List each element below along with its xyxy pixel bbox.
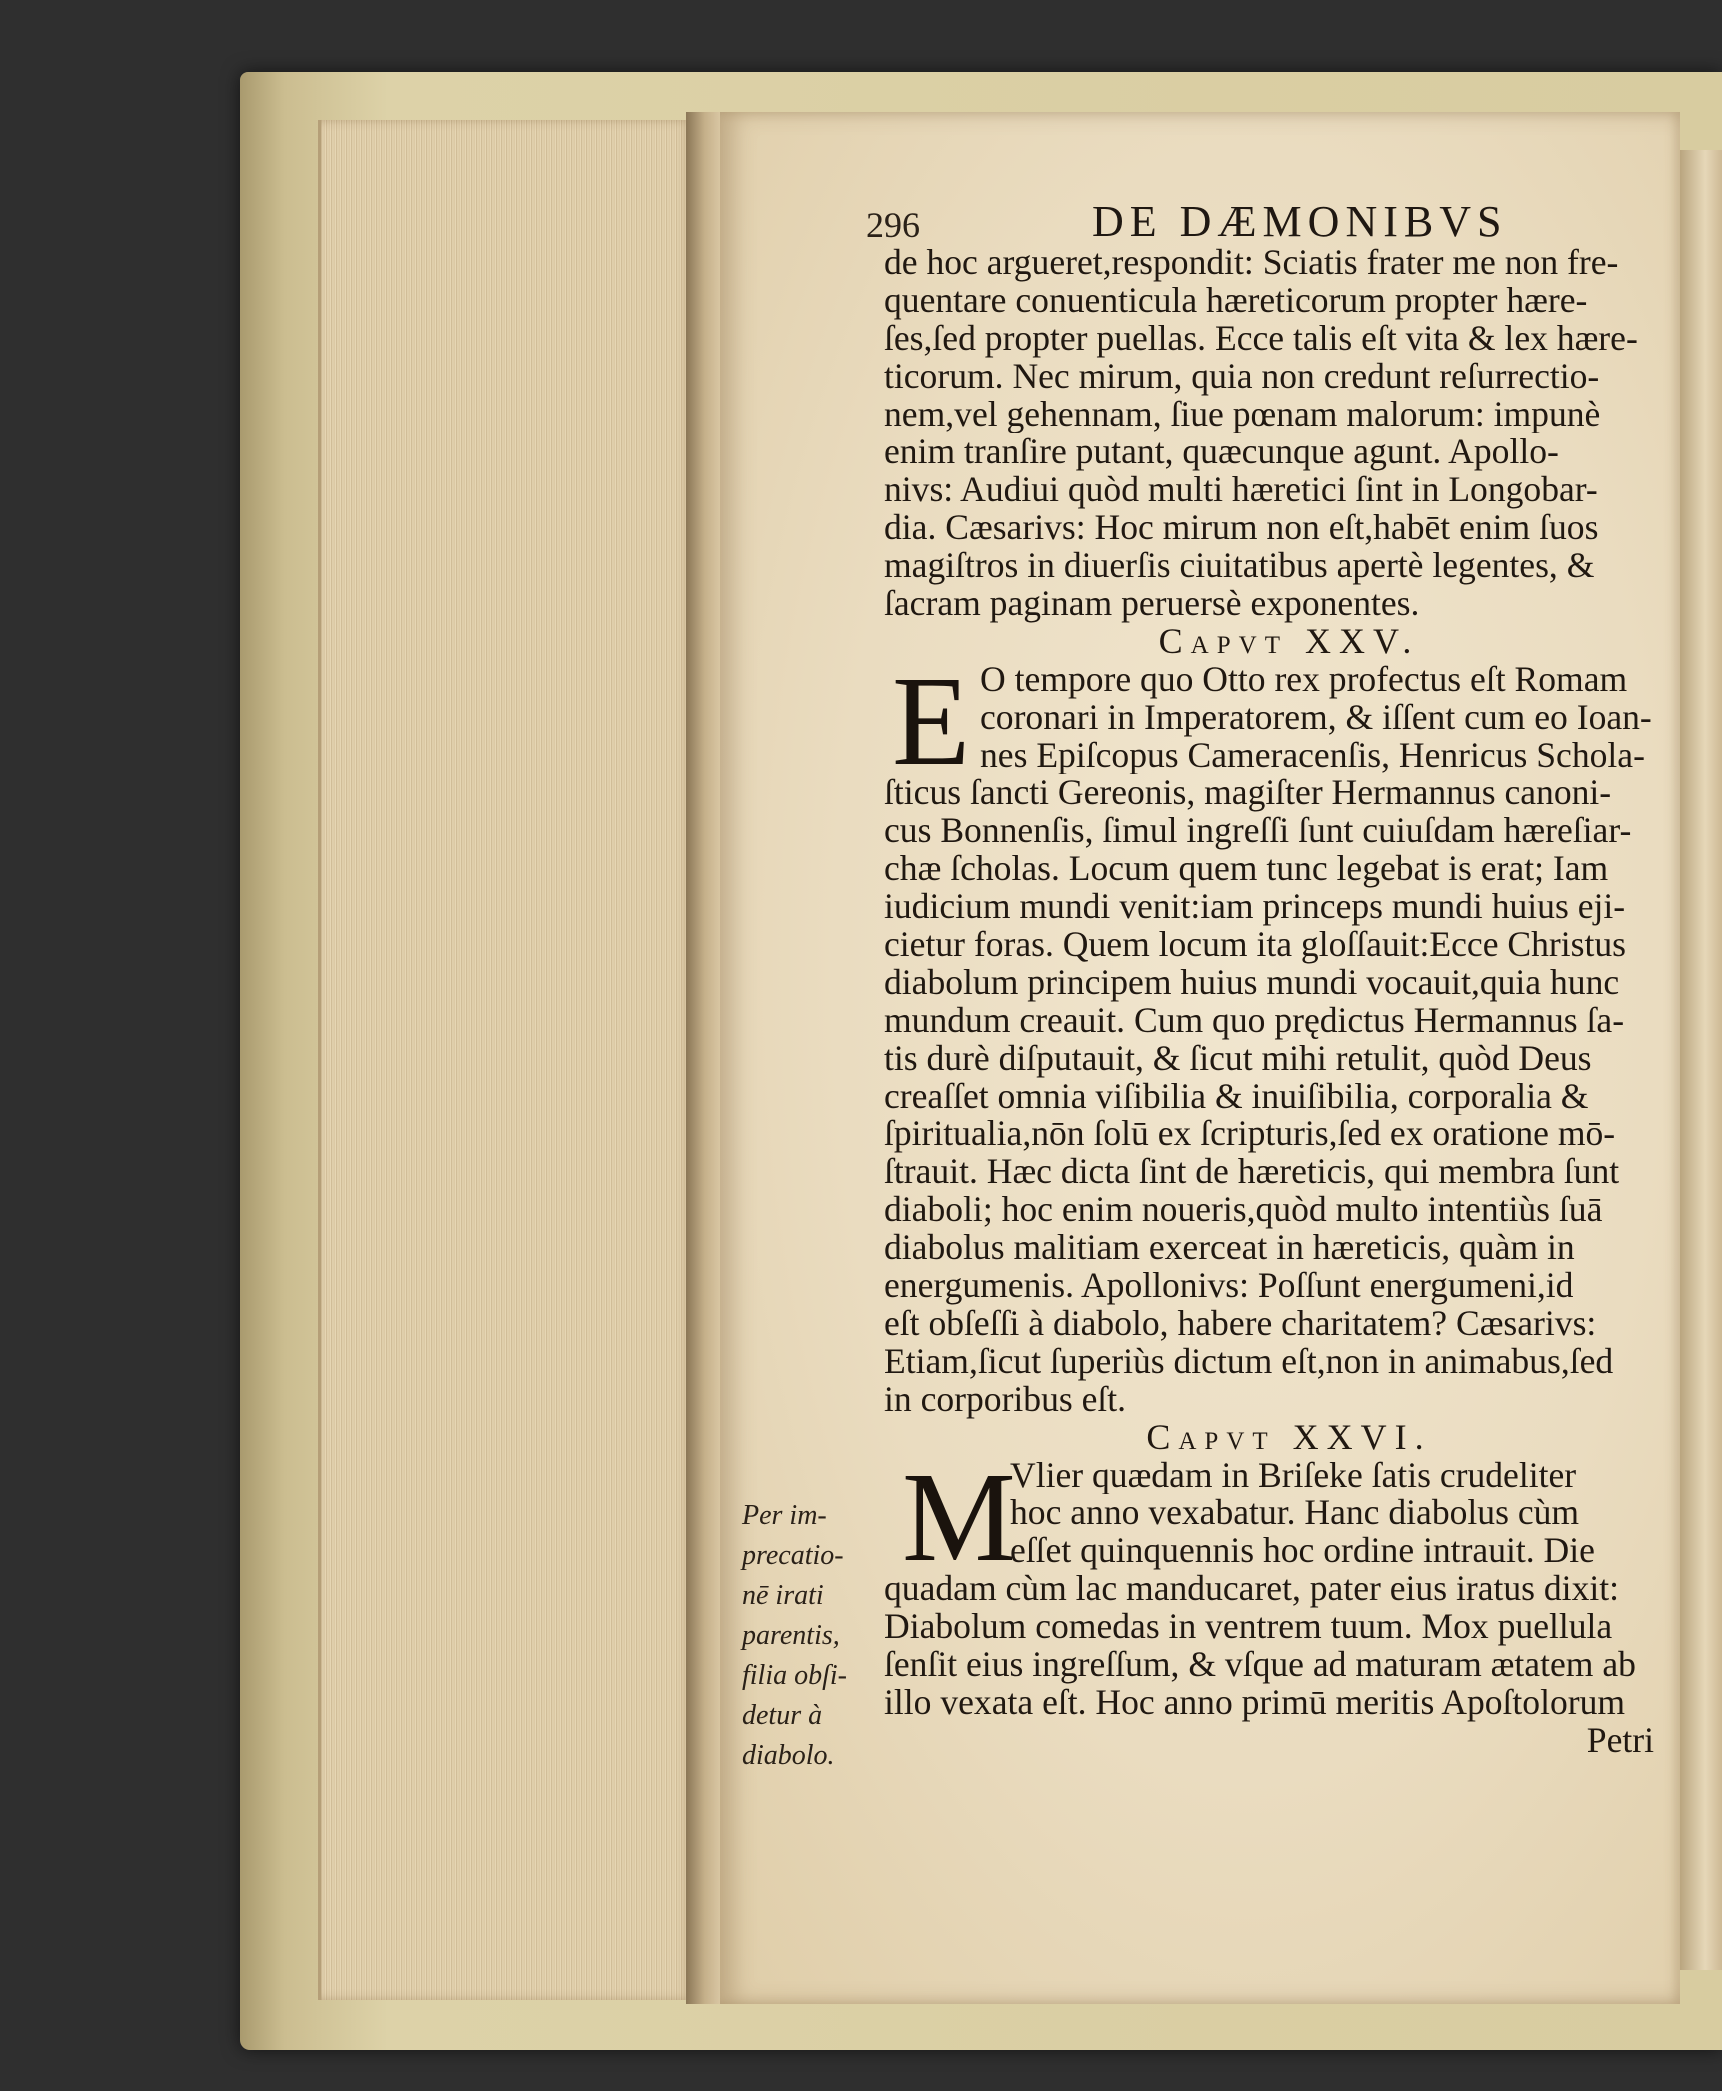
margin-note-line: parentis, [742, 1620, 840, 1651]
text-line: magiſtros in diuerſis ciuitatibus apertè legentes, & [884, 547, 1595, 586]
running-head [866, 196, 1686, 248]
text-line: ſenſit eius ingreſſum, & vſque ad maturam ætatem ab [884, 1645, 1636, 1684]
chapter-26-paragraph [884, 1445, 1654, 1760]
chapter-heading-25: Capvt XXV. [1158, 622, 1420, 661]
page-edges [318, 120, 693, 2000]
text-line: diabolus malitiam exerceat in hæreticis, quàm in [884, 1229, 1575, 1268]
chapter-25-paragraph [884, 649, 1654, 1419]
margin-note-line: detur à [742, 1700, 823, 1731]
margin-note-line: diabolo. [742, 1740, 835, 1771]
text-line: ſes,ſed propter puellas. Ecce talis eſt vita & lex hære- [884, 319, 1638, 358]
facing-page-edge [1680, 150, 1722, 1970]
drop-cap: E [892, 649, 971, 792]
text-line: ſacram paginam peruersè exponentes. [884, 585, 1420, 623]
text-line: coronari in Imperatorem, & iſſent cum eo Ioan- [980, 698, 1652, 737]
text-line: energumenis. Apollonivs: Poſſunt energumeni,id [884, 1267, 1574, 1305]
margin-note-line: nē irati [742, 1580, 824, 1611]
text-line: ſticus ſancti Gereonis, magiſter Hermannus canoni- [884, 774, 1612, 813]
text-line: ſtrauit. Hæc dicta ſint de hæreticis, qui membra ſunt [884, 1153, 1620, 1192]
text-line: eſſet quinquennis hoc ordine intrauit. Die [1010, 1532, 1595, 1571]
page-number: 296 [866, 205, 920, 245]
text-line: hoc anno vexabatur. Hanc diabolus cùm [1010, 1494, 1580, 1533]
text-line: dia. Cæsarivs: Hoc mirum non eſt,habēt enim ſuos [884, 509, 1599, 548]
text-line: de hoc argueret,respondit: Sciatis frater me non fre- [884, 244, 1619, 282]
margin-note [742, 1496, 882, 1776]
text-line: Diabolum comedas in ventrem tuum. Mox puellula [884, 1608, 1613, 1646]
margin-note-line: Per im- [742, 1500, 827, 1531]
text-line: nivs: Audiui quòd multi hæretici ſint in Longobar- [884, 471, 1598, 510]
intro-paragraph [884, 244, 1654, 623]
text-line: diabolum principem huius mundi vocauit,quia hunc [884, 963, 1620, 1002]
text-line: ſpiritualia,nōn ſolū ex ſcripturis,ſed ex oratione mō- [884, 1115, 1616, 1154]
text-line: nem,vel gehennam, ſiue pœnam malorum: impunè [884, 395, 1601, 434]
text-line: diaboli; hoc enim noueris,quòd multo intentiùs ſuā [884, 1191, 1603, 1230]
text-block [884, 244, 1654, 1760]
margin-note-line: filia obſi- [742, 1660, 847, 1691]
text-line: quadam cùm lac manducaret, pater eius iratus dixit: [884, 1570, 1620, 1609]
text-line: ticorum. Nec mirum, quia non credunt reſurrectio- [884, 357, 1600, 396]
running-title: DE DÆMONIBVS [1092, 197, 1508, 246]
text-line: cietur foras. Quem locum ita gloſſauit:Ecce Christus [884, 926, 1626, 964]
text-line: creaſſet omnia viſibilia & inuiſibilia, corporalia & [884, 1077, 1589, 1116]
margin-note-line: precatio- [742, 1540, 844, 1571]
text-line: O tempore quo Otto rex profectus eſt Romam [980, 660, 1628, 699]
text-line: chæ ſcholas. Locum quem tunc legebat is erat; Iam [884, 850, 1609, 889]
text-line: nes Epiſcopus Cameracenſis, Henricus Schola- [980, 736, 1645, 775]
text-line: mundum creauit. Cum quo prędictus Hermannus ſa- [884, 1001, 1625, 1040]
text-line: Vlier quædam in Briſeke ſatis crudeliter [1010, 1456, 1577, 1495]
drop-cap: M [902, 1445, 1016, 1588]
catchword: Petri [1586, 1721, 1654, 1760]
chapter-heading-26: Capvt XXVI. [1146, 1418, 1432, 1457]
text-line: Etiam,ſicut ſuperiùs dictum eſt,non in animabus,ſed [884, 1342, 1614, 1381]
text-line: quentare conuenticula hæreticorum propter hære- [884, 281, 1588, 320]
text-line: cus Bonnenſis, ſimul ingreſſi ſunt cuiuſdam hæreſiar- [884, 812, 1632, 851]
text-line: enim tranſire putant, quæcunque agunt. Apollo- [884, 433, 1559, 472]
text-line: iudicium mundi venit:iam princeps mundi huius eji- [884, 888, 1626, 927]
text-line: tis durè diſputauit, & ſicut mihi retulit, quòd Deus [884, 1039, 1592, 1078]
text-line: eſt obſeſſi à diabolo, habere charitatem? Cæsarivs: [884, 1304, 1597, 1343]
text-line: in corporibus eſt. [884, 1380, 1127, 1419]
text-line: illo vexata eſt. Hoc anno primū meritis Apoſtolorum [884, 1683, 1626, 1722]
